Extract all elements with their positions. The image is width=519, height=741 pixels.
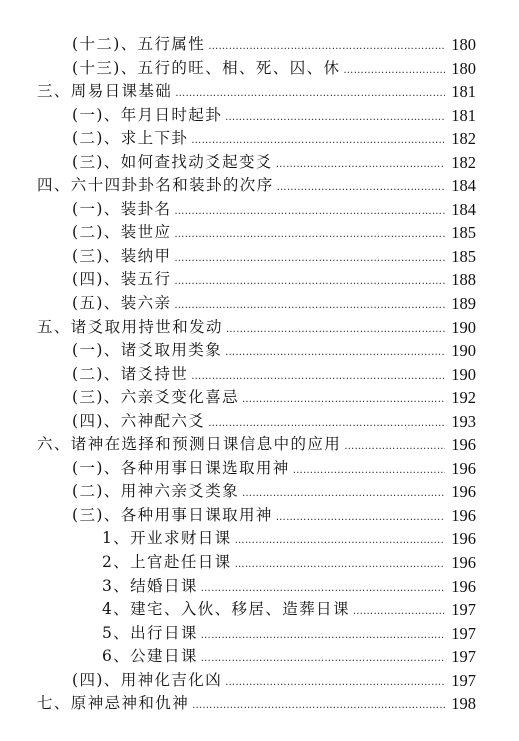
toc-entry-page: 196	[446, 457, 476, 481]
dot-leader	[201, 647, 445, 671]
toc-entry-title: (三)、如何查找动爻起变爻	[72, 152, 273, 171]
toc-entry-title: 3、结婚日课	[102, 576, 198, 595]
toc-entry	[0, 410, 519, 434]
toc-chapter	[0, 692, 519, 716]
dot-leader	[225, 671, 445, 695]
toc-entry-title: (十三)、五行的旺、相、死、囚、休	[72, 58, 341, 77]
toc-entry-page: 198	[446, 692, 476, 716]
dot-leader	[293, 459, 445, 483]
toc-entry	[0, 198, 519, 222]
dot-leader	[174, 223, 445, 247]
dot-leader	[201, 577, 445, 601]
table-of-contents	[0, 33, 519, 716]
toc-entry-page: 190	[446, 363, 476, 387]
toc-entry-title: (四)、六神配六爻	[72, 411, 206, 430]
toc-entry-title: (一)、年月日时起卦	[72, 105, 223, 124]
toc-entry-page: 197	[446, 622, 476, 646]
toc-entry-page: 182	[446, 127, 476, 151]
toc-entry-title: (一)、诸爻取用类象	[72, 341, 223, 360]
toc-subentry	[0, 575, 519, 599]
toc-entry-page: 196	[446, 575, 476, 599]
toc-entry	[0, 292, 519, 316]
dot-leader	[343, 59, 445, 83]
dot-leader	[277, 176, 445, 200]
toc-entry	[0, 268, 519, 292]
toc-entry-title: (十二)、五行属性	[72, 35, 206, 53]
toc-entry-page: 185	[446, 245, 476, 269]
toc-entry	[0, 221, 519, 245]
toc-entry-title: (一)、装卦名	[72, 199, 172, 218]
toc-entry-title: 三、周易日课基础	[37, 82, 173, 101]
dot-leader	[225, 106, 445, 130]
dot-leader	[174, 247, 445, 271]
toc-entry	[0, 669, 519, 693]
dot-leader	[242, 388, 445, 412]
dot-leader	[191, 129, 445, 153]
toc-entry-title: (二)、用神六亲爻类象	[72, 482, 239, 501]
toc-entry	[0, 57, 519, 81]
dot-leader	[174, 294, 445, 318]
toc-subentry	[0, 622, 519, 646]
dot-leader	[192, 694, 445, 718]
toc-entry	[0, 386, 519, 410]
dot-leader	[276, 506, 445, 530]
toc-entry-page: 185	[446, 221, 476, 245]
toc-entry-title: (五)、装六亲	[72, 294, 172, 313]
toc-entry-page: 181	[446, 80, 476, 104]
dot-leader	[174, 200, 445, 224]
dot-leader	[208, 412, 445, 436]
toc-subentry	[0, 527, 519, 551]
toc-entry-title: (三)、六亲爻变化喜忌	[72, 388, 239, 407]
toc-entry-page: 182	[446, 151, 476, 175]
dot-leader	[175, 82, 445, 106]
toc-entry-title: 5、出行日课	[102, 623, 198, 642]
toc-entry-title: 4、建宅、入伙、移居、造葬日课	[102, 600, 350, 619]
dot-leader	[242, 482, 445, 506]
toc-entry	[0, 151, 519, 175]
toc-entry-page: 196	[446, 551, 476, 575]
dot-leader	[225, 341, 445, 365]
toc-entry-page: 184	[446, 198, 476, 222]
toc-entry-page: 197	[446, 598, 476, 622]
toc-entry-page: 193	[446, 410, 476, 434]
toc-entry	[0, 104, 519, 128]
toc-entry-page: 180	[446, 57, 476, 81]
dot-leader	[174, 270, 445, 294]
toc-entry-title: 1、开业求财日课	[102, 529, 232, 548]
toc-chapter	[0, 316, 519, 340]
dot-leader	[353, 600, 445, 624]
toc-entry-title: (二)、求上下卦	[72, 129, 189, 148]
toc-chapter	[0, 174, 519, 198]
toc-entry-page: 190	[446, 339, 476, 363]
toc-entry-page: 197	[446, 645, 476, 669]
dot-leader	[235, 553, 445, 577]
toc-subentry	[0, 598, 519, 622]
toc-entry-title: (三)、各种用事日课取用神	[72, 505, 273, 524]
toc-entry-page: 184	[446, 174, 476, 198]
toc-chapter	[0, 80, 519, 104]
toc-entry	[0, 504, 519, 528]
toc-entry-title: 六、诸神在选择和预测日课信息中的应用	[37, 435, 342, 454]
toc-entry-page: 180	[446, 33, 476, 57]
toc-subentry	[0, 551, 519, 575]
dot-leader	[201, 624, 445, 648]
toc-entry-title: (二)、装世应	[72, 223, 172, 242]
dot-leader	[344, 435, 445, 459]
toc-entry-page: 197	[446, 669, 476, 693]
toc-entry-page: 196	[446, 480, 476, 504]
toc-entry-page: 181	[446, 104, 476, 128]
toc-entry	[0, 127, 519, 151]
toc-entry-title: 四、六十四卦卦名和装卦的次序	[37, 176, 274, 195]
dot-leader	[235, 529, 445, 553]
dot-leader	[226, 318, 445, 342]
dot-leader	[276, 153, 445, 177]
toc-entry-page: 196	[446, 433, 476, 457]
toc-chapter	[0, 433, 519, 457]
toc-entry-title: (三)、装纳甲	[72, 246, 172, 265]
toc-entry	[0, 245, 519, 269]
toc-entry-page: 192	[446, 386, 476, 410]
dot-leader	[208, 35, 445, 59]
toc-entry	[0, 33, 519, 57]
toc-entry-title: 七、原神忌神和仇神	[37, 694, 190, 713]
toc-entry	[0, 363, 519, 387]
toc-entry	[0, 457, 519, 481]
toc-entry-page: 196	[446, 527, 476, 551]
toc-entry-page: 190	[446, 316, 476, 340]
toc-entry-page: 188	[446, 268, 476, 292]
toc-entry-title: 五、诸爻取用持世和发动	[37, 317, 223, 336]
toc-entry-title: (二)、诸爻持世	[72, 364, 189, 383]
toc-subentry	[0, 645, 519, 669]
toc-entry-page: 189	[446, 292, 476, 316]
toc-entry-title: (四)、装五行	[72, 270, 172, 289]
toc-entry-title: 6、公建日课	[102, 647, 198, 666]
toc-entry	[0, 480, 519, 504]
toc-entry-title: 2、上官赴任日课	[102, 553, 232, 572]
dot-leader	[191, 365, 445, 389]
toc-entry-title: (四)、用神化吉化凶	[72, 670, 223, 689]
toc-entry-page: 196	[446, 504, 476, 528]
toc-entry	[0, 339, 519, 363]
toc-entry-title: (一)、各种用事日课选取用神	[72, 458, 290, 477]
